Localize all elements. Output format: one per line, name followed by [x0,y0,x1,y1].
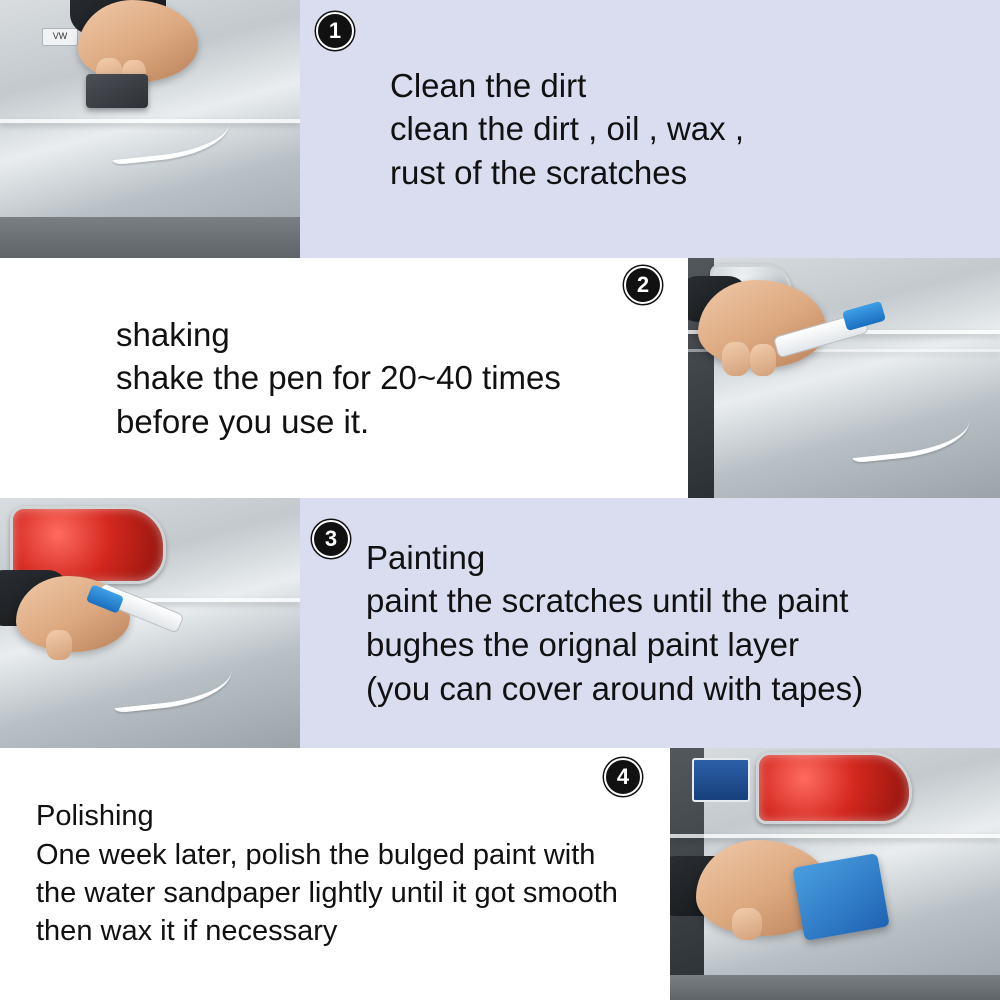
step-4-row [0,748,1000,1000]
step-4-badge: 4 [604,758,642,796]
step-1-heading: Clean the dirt [390,66,587,104]
step-4-line-3: then wax it if necessary [36,915,338,948]
ground-art [670,975,1000,1000]
step-4-line-2: the water sandpaper lightly until it got smooth [36,877,618,909]
license-plate-art [692,758,750,802]
step-3-photo [0,498,300,748]
step-4-text-panel [0,748,670,1000]
step-1-badge: 1 [316,12,354,50]
taillight-art [756,752,912,824]
finger-art [722,342,750,376]
step-1-text-panel [300,0,1000,258]
step-3-heading: Painting [366,538,486,576]
step-3-row [0,498,1000,748]
badge-decal: VW [42,28,78,46]
step-2-line-1: shake the pen for 20~40 times [116,359,561,397]
finger-art [46,630,72,660]
finger-art [750,344,776,376]
step-2-heading: shaking [116,315,230,353]
finger-art [732,908,762,940]
step-2-photo [688,258,1000,498]
step-3-line-3: (you can cover around with tapes) [366,669,864,707]
ground-art [0,217,300,258]
step-4-photo [670,748,1000,1000]
step-2-text-panel [0,258,688,498]
step-3-line-2: bughes the orignal paint layer [366,626,799,663]
step-1-row [0,0,1000,258]
step-3-badge: 3 [312,520,350,558]
polishing-sponge-art [792,853,890,941]
step-2-line-2: before you use it. [116,402,370,440]
step-3-text-panel [300,498,1000,748]
step-4-heading: Polishing [36,800,154,833]
step-1-photo [0,0,300,258]
panel-crease [670,834,1000,838]
step-4-line-1: One week later, polish the bulged paint with [36,838,596,871]
step-1-line-2: rust of the scratches [390,153,688,191]
step-2-badge: 2 [624,266,662,304]
step-3-line-1: paint the scratches until the paint [366,582,849,620]
step-2-row [0,258,1000,498]
applicator-pad-art [86,74,148,108]
step-1-line-1: clean the dirt , oil , wax , [390,110,744,148]
